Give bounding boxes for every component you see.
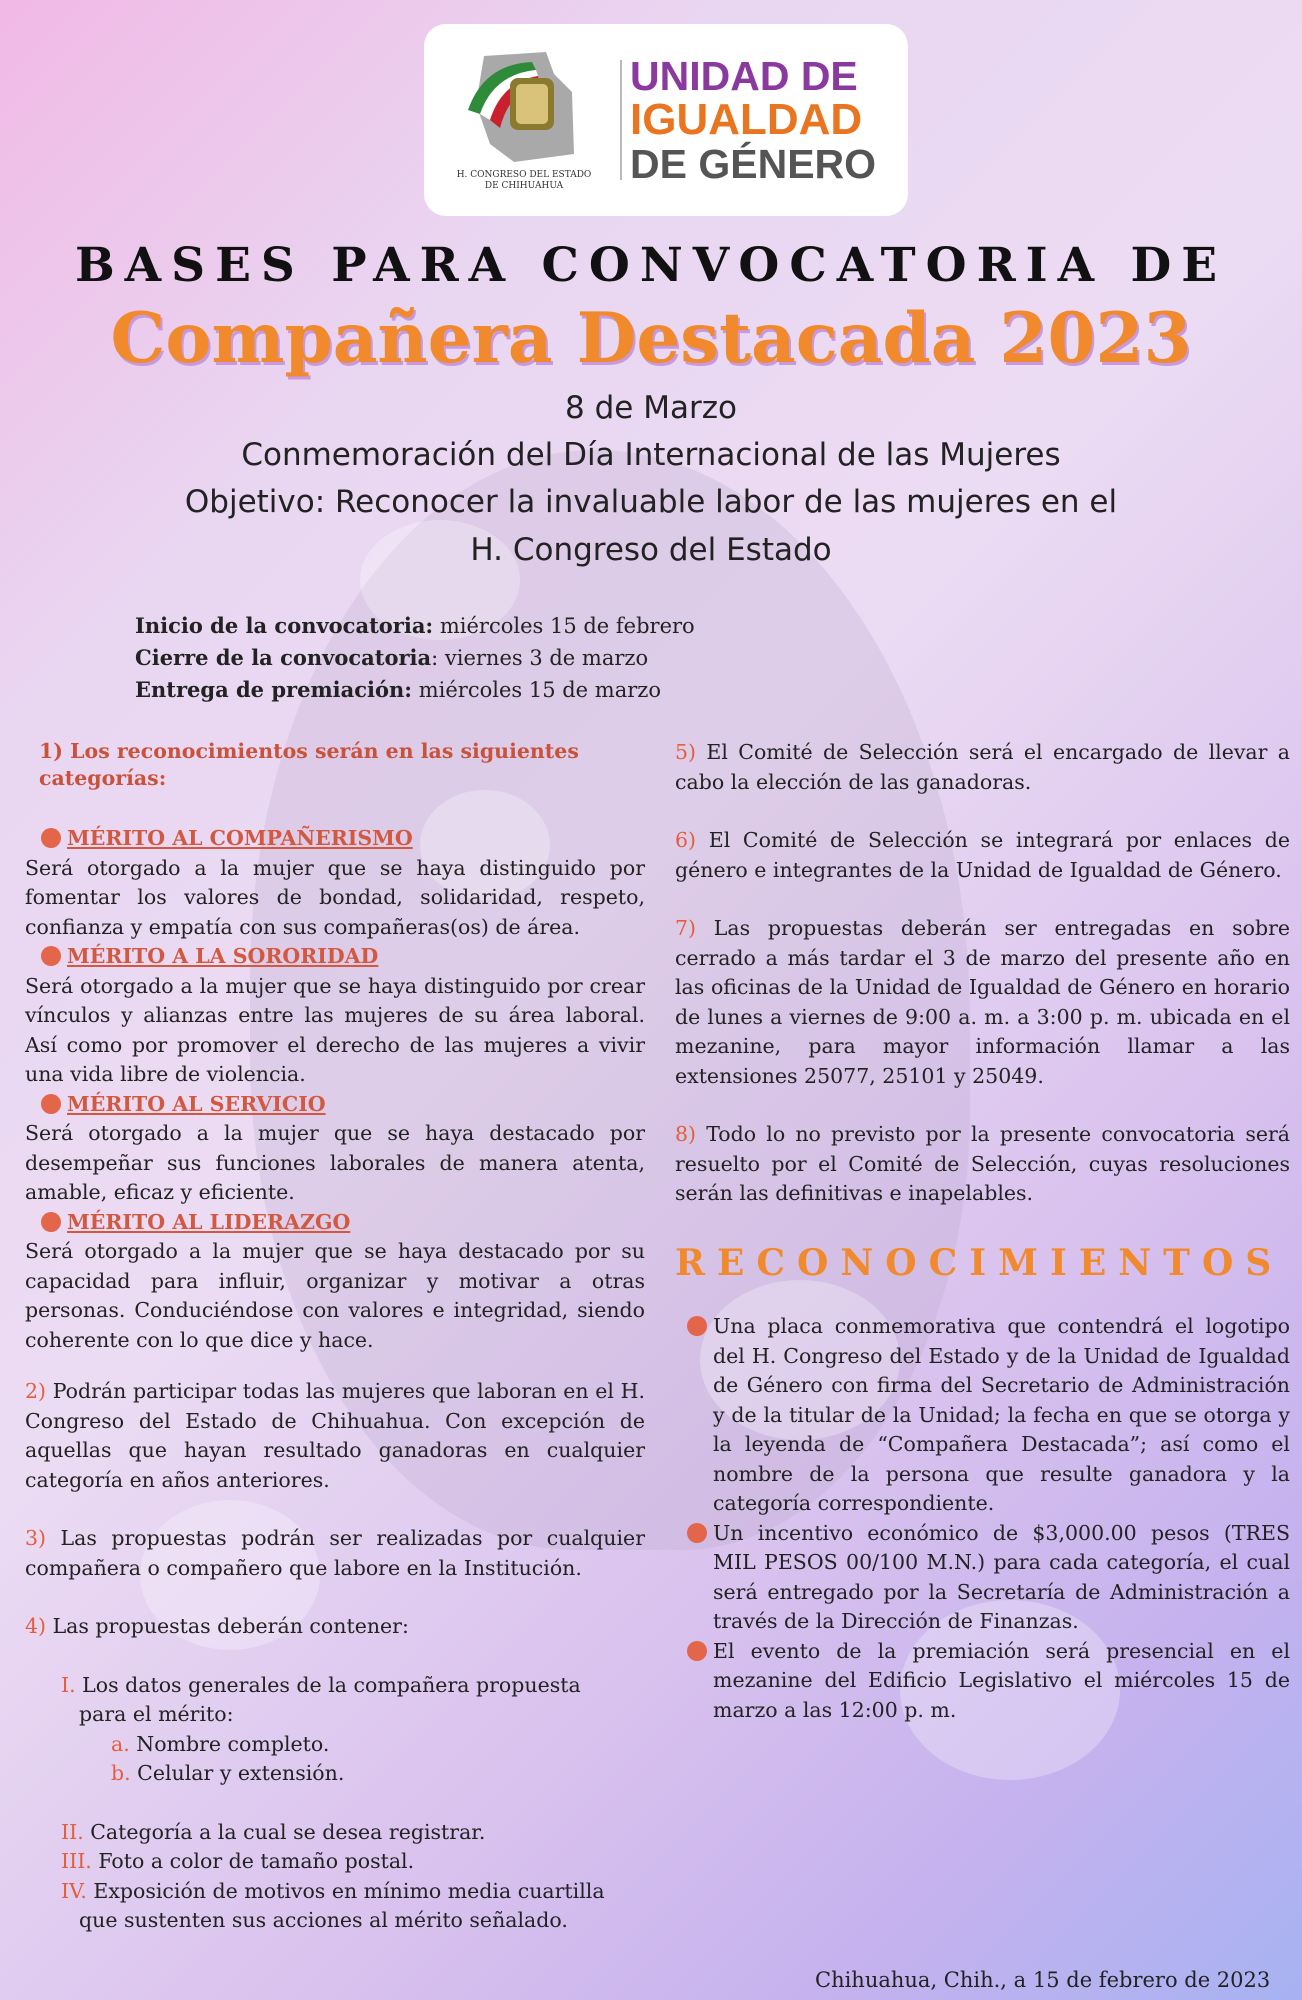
- footer-date: Chihuahua, Chih., a 15 de febrero de 2023: [815, 1968, 1271, 1992]
- category-text: Será otorgado a la mujer que se haya destacado por desempeñar sus funciones laborales de manera atenta, amable, eficaz y eficiente.: [25, 1121, 645, 1204]
- bullet-icon: [687, 1316, 707, 1336]
- category-companerismo: MÉRITO AL COMPAÑERISMO Será otorgado a la mujer que se haya distinguido por fomentar los valores de bondad, solidaridad, respeto, confianza y empatía con sus compañeras(os) de área.: [25, 824, 645, 942]
- category-text: Será otorgado a la mujer que se haya distinguido por fomentar los valores de bondad, solidaridad, respeto, confianza y empatía con sus compañeras(os) de área.: [25, 855, 645, 939]
- unit-logo-line1: UNIDAD DE: [630, 53, 858, 99]
- category-text: Será otorgado a la mujer que se haya destacado por su capacidad para influir, organizar y motivar a otras personas. Conduciéndose con valores e integridad, siendo coherente con lo que dice y hace.: [25, 1239, 645, 1352]
- bullet-icon: [41, 828, 61, 848]
- requirement-b: b. Celular y extensión.: [111, 1761, 345, 1785]
- section-5: 5) El Comité de Selección será el encargado de llevar a cabo la elección de las ganadoras.: [675, 740, 1290, 794]
- requirement-iv: IV. Exposición de motivos en mínimo media cuartilla que sustenten sus acciones al mérito señalado.: [61, 1878, 605, 1932]
- requirement-iii: III. Foto a color de tamaño postal.: [61, 1849, 415, 1873]
- date-award: Entrega de premiación: miércoles 15 de marzo: [135, 677, 661, 702]
- key-dates: [135, 610, 695, 706]
- reconocimientos-title: RECONOCIMIENTOS: [675, 1241, 1284, 1284]
- section-7: 7) Las propuestas deberán ser entregadas en sobre cerrado a más tardar el 3 de marzo del presente año en las oficinas de la Unidad de Igualdad de Género en horario de lunes a viernes de 9:00 a. m. a 3:00 p. m. ubicada en el mezanine, para mayor información llamar a las extensiones 25077, 25101 y 25049.: [675, 916, 1290, 1088]
- bullet-icon: [41, 946, 61, 966]
- date-close: Cierre de la convocatoria: viernes 3 de marzo: [135, 645, 649, 670]
- left-column: [25, 738, 645, 1936]
- seal-caption: [432, 170, 616, 192]
- logo-card: [424, 24, 908, 216]
- logo-divider: [620, 60, 622, 180]
- unit-logo-line3: DE GÉNERO: [630, 141, 877, 187]
- reconocimiento-item: Una placa conmemorativa que contendrá el logotipo del H. Congreso del Estado y de la Unidad de Igualdad de Género con firma del Secretario de Administración y de la titular de la Unidad; la fecha en que se otorga y la leyenda de “Compañera Destacada”; así como el nombre de la persona que resulte ganadora y la categoría correspondiente.: [675, 1312, 1290, 1519]
- page-subtitle: Compañera Destacada 2023: [110, 298, 1192, 379]
- right-column: [675, 738, 1290, 1725]
- bullet-icon: [41, 1212, 61, 1232]
- requirement-i: I. Los datos generales de la compañera propuesta para el mérito:: [61, 1672, 581, 1726]
- section-3: 3) Las propuestas podrán ser realizadas por cualquier compañera o compañero que labore en la Institución.: [25, 1526, 645, 1580]
- reconocimiento-item: El evento de la premiación será presencial en el mezanine del Edificio Legislativo el miércoles 15 de marzo a las 12:00 p. m.: [675, 1637, 1290, 1726]
- seal-caption-line2: DE CHIHUAHUA: [484, 181, 564, 191]
- section-6: 6) El Comité de Selección se integrará por enlaces de género e integrantes de la Unidad de Igualdad de Género.: [675, 828, 1290, 882]
- objective-line2: H. Congreso del Estado: [470, 532, 832, 568]
- seal-caption-line1: H. CONGRESO DEL ESTADO: [456, 170, 592, 180]
- section-1-title: 1) Los reconocimientos serán en las siguientes categorías:: [39, 739, 579, 790]
- requirement-ii: II. Categoría a la cual se desea registrar.: [61, 1819, 486, 1844]
- reconocimiento-item: Un incentivo económico de $3,000.00 pesos (TRES MIL PESOS 00/100 M.N.) para cada categoría, el cual será entregado por la Secretaría de Administración a través de la Dirección de Finanzas.: [675, 1519, 1290, 1637]
- category-liderazgo: MÉRITO AL LIDERAZGO Será otorgado a la mujer que se haya destacado por su capacidad para influir, organizar y motivar a otras personas. Conduciéndose con valores e integridad, siendo coherente con lo que dice y hace.: [25, 1208, 645, 1356]
- unit-logo-text: [630, 54, 900, 186]
- section-8: 8) Todo lo no previsto por la presente convocatoria será resuelto por el Comité de Selección, cuyas resoluciones serán las definitivas e inapelables.: [675, 1122, 1290, 1205]
- date-start: Inicio de la convocatoria: miércoles 15 de febrero: [135, 613, 695, 638]
- category-servicio: MÉRITO AL SERVICIO Será otorgado a la mujer que se haya destacado por desempeñar sus funciones laborales de manera atenta, amable, eficaz y eficiente.: [25, 1090, 645, 1208]
- objective-line1: Objetivo: Reconocer la invaluable labor de las mujeres en el: [184, 484, 1118, 520]
- category-sororidad: MÉRITO A LA SORORIDAD Será otorgado a la mujer que se haya distinguido por crear vínculos y alianzas entre las mujeres de su área laboral. Así como por promover el derecho de las mujeres a vivir una vida libre de violencia.: [25, 942, 645, 1090]
- category-text: Será otorgado a la mujer que se haya distinguido por crear vínculos y alianzas entre las mujeres de su área laboral. Así como por promover el derecho de las mujeres a vivir una vida libre de violencia.: [25, 973, 645, 1086]
- bullet-icon: [687, 1523, 707, 1543]
- section-4: 4) Las propuestas deberán contener:: [25, 1614, 409, 1638]
- section-2: 2) Podrán participar todas las mujeres que laboran en el H. Congreso del Estado de Chihuahua. Con excepción de aquellas que hayan resultado ganadoras en cualquier categoría en años anteriores.: [25, 1379, 645, 1492]
- requirement-a: a. Nombre completo.: [111, 1731, 330, 1756]
- unit-logo-line2: IGUALDAD: [630, 95, 863, 144]
- commemoration: Conmemoración del Día Internacional de las Mujeres: [241, 437, 1061, 473]
- page-title: BASES PARA CONVOCATORIA DE: [74, 238, 1228, 293]
- congress-seal-logo: [454, 44, 594, 169]
- event-date: 8 de Marzo: [565, 390, 737, 426]
- bullet-icon: [687, 1641, 707, 1661]
- bullet-icon: [41, 1094, 61, 1114]
